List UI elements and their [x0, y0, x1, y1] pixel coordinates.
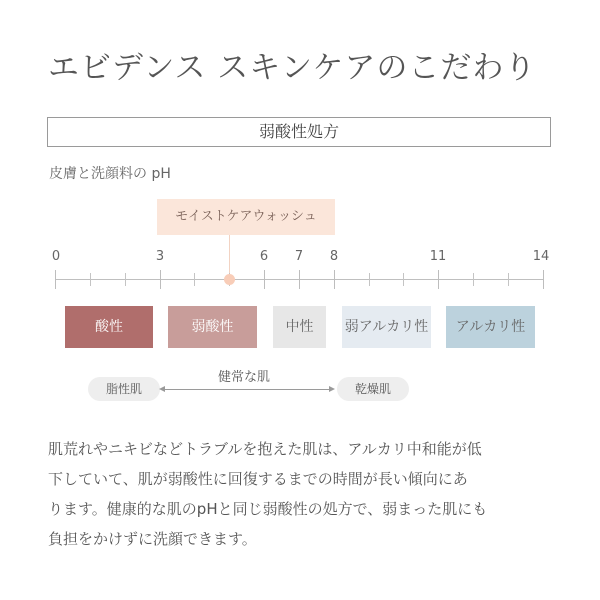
ph-tick-0 [55, 270, 56, 289]
tick-label-14: 14 [532, 249, 550, 264]
description-line: 肌荒れやニキビなどトラブルを抱えた肌は、アルカリ中和能が低 [48, 440, 482, 458]
ph-tick-6 [264, 270, 265, 289]
ph-tick-8 [334, 270, 335, 289]
ph-tick-14 [543, 270, 544, 289]
category-acidic: 酸性 [65, 306, 153, 348]
ph-tick-11 [438, 270, 439, 289]
ph-tick-2 [125, 273, 126, 286]
page-title: エビデンス スキンケアのこだわり [48, 50, 537, 86]
category-neutral: 中性 [273, 306, 326, 348]
tick-label-8: 8 [329, 249, 339, 264]
description-line: ります。健康的な肌のpHと同じ弱酸性の処方で、弱まった肌にも [48, 500, 488, 518]
ph-tick-4 [194, 273, 195, 286]
ph-tick-3 [160, 270, 161, 289]
tick-label-11: 11 [429, 249, 447, 264]
skin-range-arrow [163, 389, 331, 390]
arrow-right-icon [329, 386, 335, 392]
ph-tick-1 [90, 273, 91, 286]
oily-skin-pill: 脂性肌 [88, 377, 160, 401]
tick-label-6: 6 [259, 249, 269, 264]
healthy-skin-label: 健常な肌 [218, 370, 271, 385]
ph-tick-7 [299, 270, 300, 289]
tick-label-3: 3 [155, 249, 165, 264]
description-line: 下していて、肌が弱酸性に回復するまでの時間が長い傾向にあ [48, 470, 468, 488]
tick-label-7: 7 [294, 249, 304, 264]
ph-tick-9 [369, 273, 370, 286]
dry-skin-pill: 乾燥肌 [337, 377, 409, 401]
product-ph-marker [224, 274, 235, 285]
chart-subtitle: 皮膚と洗顔料の pH [49, 166, 171, 182]
product-label: モイストケアウォッシュ [157, 199, 335, 235]
category-alkaline: アルカリ性 [446, 306, 535, 348]
ph-tick-13 [508, 273, 509, 286]
ph-tick-12 [473, 273, 474, 286]
arrow-left-icon [159, 386, 165, 392]
ph-tick-10 [403, 273, 404, 286]
tick-label-0: 0 [51, 249, 61, 264]
category-weak-alkaline: 弱アルカリ性 [342, 306, 431, 348]
category-weak-acidic: 弱酸性 [168, 306, 257, 348]
description-line: 負担をかけずに洗顔できます。 [48, 530, 257, 548]
section-heading: 弱酸性処方 [47, 117, 551, 147]
description [48, 434, 558, 554]
